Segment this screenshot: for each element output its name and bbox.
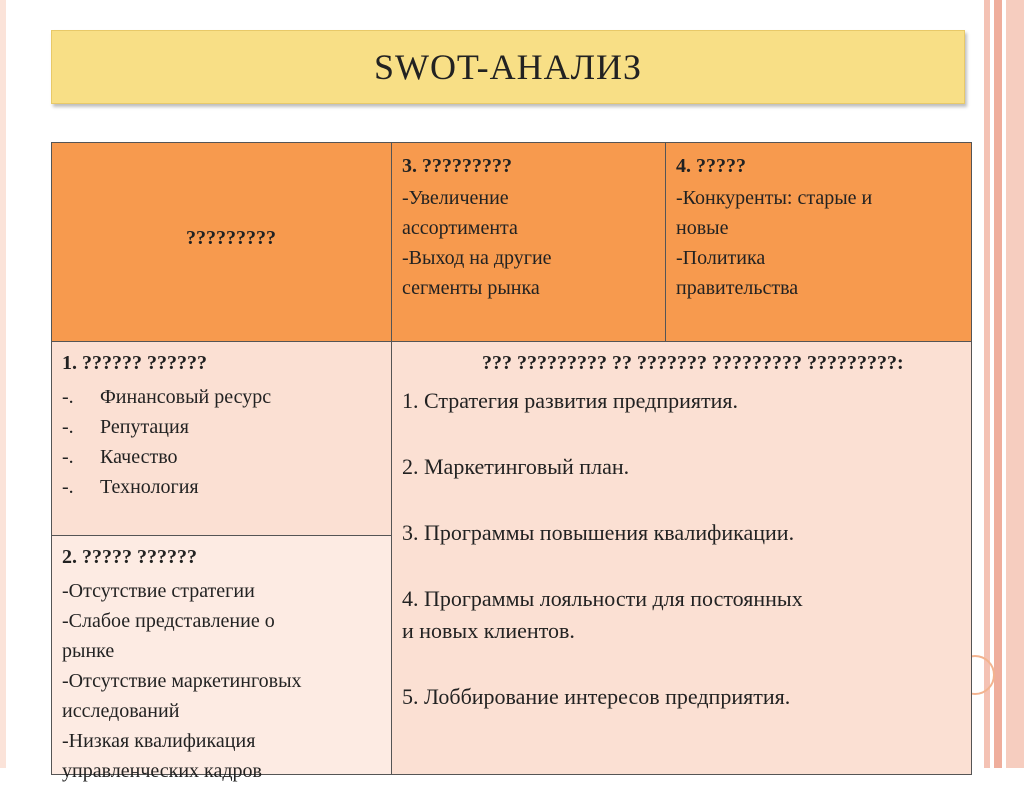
- weaknesses-line: рынке: [62, 640, 115, 662]
- strategy-heading: ??? ????????? ?? ??????? ????????? ?????????:: [482, 352, 904, 374]
- opportunities-line: сегменты рынка: [402, 277, 540, 299]
- threats-line: -Конкуренты: старые и: [676, 187, 873, 209]
- weaknesses-line: -Отсутствие стратегии: [62, 580, 255, 602]
- strengths-bullet: -.: [62, 476, 74, 498]
- threats-heading: 4. ?????: [676, 155, 746, 177]
- opportunities-line: ассортимента: [402, 217, 518, 239]
- left-border-stripe: [0, 0, 6, 768]
- strategy-item: 3. Программы повышения квалификации.: [402, 520, 795, 545]
- strengths-item: Финансовый ресурс: [100, 386, 272, 408]
- strategy-item: 5. Лоббирование интересов предприятия.: [402, 684, 791, 709]
- opportunities-heading: 3. ?????????: [402, 155, 512, 177]
- strategy-cell: [391, 341, 972, 775]
- table-corner-cell: [51, 142, 392, 342]
- right-decorative-stripes: [980, 0, 1024, 768]
- strategy-item: и новых клиентов.: [402, 618, 575, 643]
- strengths-heading: 1. ?????? ??????: [62, 352, 207, 374]
- strengths-cell: [51, 341, 392, 536]
- weaknesses-heading: 2. ????? ??????: [62, 546, 197, 568]
- strengths-bullet: -.: [62, 416, 74, 438]
- opportunities-line: -Выход на другие: [402, 247, 552, 269]
- threats-cell: [665, 142, 972, 342]
- strategy-item: 4. Программы лояльности для постоянных: [402, 586, 803, 611]
- threats-line: новые: [676, 217, 729, 239]
- opportunities-cell: [391, 142, 666, 342]
- weaknesses-line: -Слабое представление о: [62, 610, 275, 632]
- strengths-item: Технология: [100, 476, 199, 498]
- corner-label: ?????????: [186, 227, 276, 249]
- weaknesses-cell: [51, 535, 392, 782]
- strategy-item: 2. Маркетинговый план.: [402, 454, 630, 479]
- title-banner: [51, 30, 965, 104]
- page-title: SWOT-АНАЛИЗ: [373, 47, 643, 87]
- strengths-item: Качество: [100, 446, 178, 468]
- threats-line: правительства: [676, 277, 799, 299]
- strengths-bullet: -.: [62, 386, 74, 408]
- threats-line: -Политика: [676, 247, 766, 269]
- weaknesses-line: -Отсутствие маркетинговых: [62, 670, 302, 692]
- weaknesses-line: управленческих кадров: [62, 760, 262, 782]
- strengths-item: Репутация: [100, 416, 189, 438]
- strengths-bullet: -.: [62, 446, 74, 468]
- strategy-item: 1. Стратегия развития предприятия.: [402, 388, 738, 413]
- opportunities-line: -Увеличение: [402, 187, 509, 209]
- weaknesses-line: исследований: [62, 700, 180, 722]
- weaknesses-line: -Низкая квалификация: [62, 730, 256, 752]
